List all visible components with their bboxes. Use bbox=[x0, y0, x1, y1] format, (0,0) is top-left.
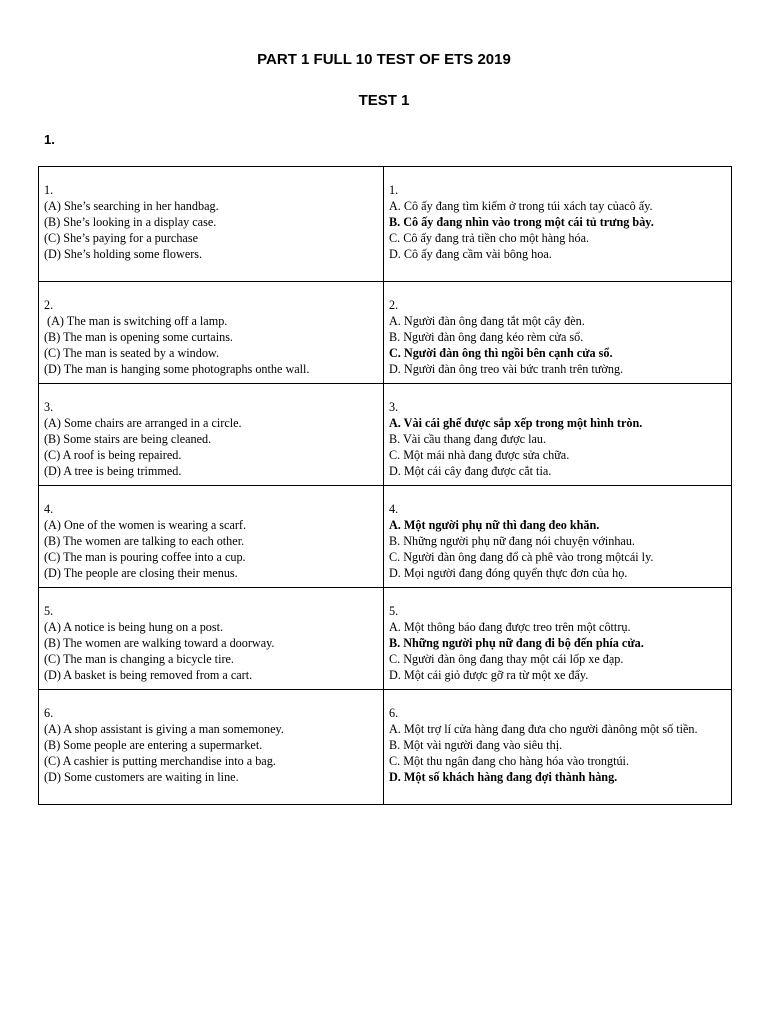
option-line: D. Người đàn ông treo vài bức tranh trên tường. bbox=[389, 362, 624, 376]
option-line: A. Cô ấy đang tìm kiếm ở trong túi xách tay củacô ấy. bbox=[389, 199, 653, 213]
option-line: (C) A cashier is putting merchandise into a bag. bbox=[44, 754, 276, 768]
option-line: (D) A tree is being trimmed. bbox=[44, 464, 182, 478]
option-line: C. Người đàn ông đang đổ cà phê vào trong mộtcái ly. bbox=[389, 550, 654, 564]
option-line: A. Người đàn ông đang tắt một cây đèn. bbox=[389, 314, 585, 328]
question-number: 2. bbox=[44, 298, 54, 312]
option-line: D. Cô ấy đang cầm vài bông hoa. bbox=[389, 247, 552, 261]
option-line: (B) She’s looking in a display case. bbox=[44, 215, 217, 229]
answer-table bbox=[38, 166, 732, 805]
option-line: C. Cô ấy đang trả tiền cho một hàng hóa. bbox=[389, 231, 590, 245]
option-line: A. Một trợ lí cửa hàng đang đưa cho người đànông một số tiền. bbox=[389, 722, 698, 736]
option-line: D. Một cái giỏ được gỡ ra từ một xe đẩy. bbox=[389, 668, 589, 682]
option-line: (A) A notice is being hung on a post. bbox=[44, 620, 224, 634]
option-line: (B) Some stairs are being cleaned. bbox=[44, 432, 212, 446]
option-line: B. Vài cầu thang đang được lau. bbox=[389, 432, 547, 446]
option-line: C. Người đàn ông đang thay một cái lốp xe đạp. bbox=[389, 652, 624, 666]
test-title: TEST 1 bbox=[358, 92, 410, 109]
option-line: (C) She’s paying for a purchase bbox=[44, 231, 198, 245]
option-line: (A) She’s searching in her handbag. bbox=[44, 199, 219, 213]
option-line: (D) The man is hanging some photographs onthe wall. bbox=[44, 362, 310, 376]
question-number: 5. bbox=[389, 604, 399, 618]
page-title: PART 1 FULL 10 TEST OF ETS 2019 bbox=[257, 51, 511, 68]
option-line: C. Một thu ngân đang cho hàng hóa vào trongtúi. bbox=[389, 754, 629, 768]
question-number: 3. bbox=[44, 400, 54, 414]
table-row bbox=[39, 486, 732, 588]
table-row bbox=[39, 282, 732, 384]
table-row bbox=[39, 167, 732, 282]
option-line: (C) The man is seated by a window. bbox=[44, 346, 219, 360]
vietnamese-translation-cell bbox=[384, 282, 732, 384]
option-line: (D) A basket is being removed from a cart. bbox=[44, 668, 253, 682]
option-line: D. Mọi người đang đóng quyển thực đơn của họ. bbox=[389, 566, 628, 580]
table-row bbox=[39, 384, 732, 486]
option-line: (A) A shop assistant is giving a man somemoney. bbox=[44, 722, 284, 736]
option-line: D. Một cái cây đang được cắt tỉa. bbox=[389, 464, 552, 478]
question-number: 6. bbox=[44, 706, 54, 720]
vietnamese-translation-cell bbox=[384, 690, 732, 805]
option-line: (B) The women are walking toward a doorway. bbox=[44, 636, 275, 650]
english-question-cell bbox=[39, 486, 384, 588]
correct-answer-line: B. Những người phụ nữ đang đi bộ đến phía cửa. bbox=[389, 636, 644, 650]
vietnamese-translation-cell bbox=[384, 588, 732, 690]
option-line: (C) A roof is being repaired. bbox=[44, 448, 182, 462]
option-line: (A) Some chairs are arranged in a circle. bbox=[44, 416, 242, 430]
vietnamese-translation-cell bbox=[384, 486, 732, 588]
question-number: 2. bbox=[389, 298, 399, 312]
option-line: (B) The man is opening some curtains. bbox=[44, 330, 233, 344]
table-row bbox=[39, 588, 732, 690]
option-line: (B) Some people are entering a supermarket. bbox=[44, 738, 263, 752]
english-question-cell bbox=[39, 167, 384, 282]
question-number: 4. bbox=[389, 502, 399, 516]
section-number: 1. bbox=[44, 132, 55, 147]
option-line: C. Một mái nhà đang được sửa chữa. bbox=[389, 448, 570, 462]
option-line: (B) The women are talking to each other. bbox=[44, 534, 245, 548]
question-number: 5. bbox=[44, 604, 54, 618]
option-line: (D) The people are closing their menus. bbox=[44, 566, 238, 580]
english-question-cell bbox=[39, 690, 384, 805]
question-number: 3. bbox=[389, 400, 399, 414]
vietnamese-translation-cell bbox=[384, 167, 732, 282]
correct-answer-line: B. Cô ấy đang nhìn vào trong một cái tủ trưng bày. bbox=[389, 215, 654, 229]
option-line: B. Người đàn ông đang kéo rèm cửa sổ. bbox=[389, 330, 584, 344]
question-number: 6. bbox=[389, 706, 399, 720]
correct-answer-line: A. Một người phụ nữ thì đang đeo khăn. bbox=[389, 518, 600, 532]
option-line: (D) She’s holding some flowers. bbox=[44, 247, 203, 261]
english-question-cell bbox=[39, 384, 384, 486]
question-number: 1. bbox=[44, 183, 54, 197]
option-line: (D) Some customers are waiting in line. bbox=[44, 770, 239, 784]
english-question-cell bbox=[39, 588, 384, 690]
option-line: (A) The man is switching off a lamp. bbox=[44, 314, 228, 328]
correct-answer-line: A. Vài cái ghế được sắp xếp trong một hình tròn. bbox=[389, 416, 643, 430]
question-number: 4. bbox=[44, 502, 54, 516]
option-line: (C) The man is changing a bicycle tire. bbox=[44, 652, 234, 666]
correct-answer-line: D. Một số khách hàng đang đợi thành hàng. bbox=[389, 770, 618, 784]
correct-answer-line: C. Người đàn ông thì ngồi bên cạnh cửa sổ. bbox=[389, 346, 613, 360]
option-line: B. Những người phụ nữ đang nói chuyện vớinhau. bbox=[389, 534, 635, 548]
question-number: 1. bbox=[389, 183, 399, 197]
table-row bbox=[39, 690, 732, 805]
option-line: A. Một thông báo đang được treo trên một côttrụ. bbox=[389, 620, 631, 634]
vietnamese-translation-cell bbox=[384, 384, 732, 486]
option-line: B. Một vài người đang vào siêu thị. bbox=[389, 738, 563, 752]
option-line: (C) The man is pouring coffee into a cup. bbox=[44, 550, 246, 564]
english-question-cell bbox=[39, 282, 384, 384]
option-line: (A) One of the women is wearing a scarf. bbox=[44, 518, 247, 532]
